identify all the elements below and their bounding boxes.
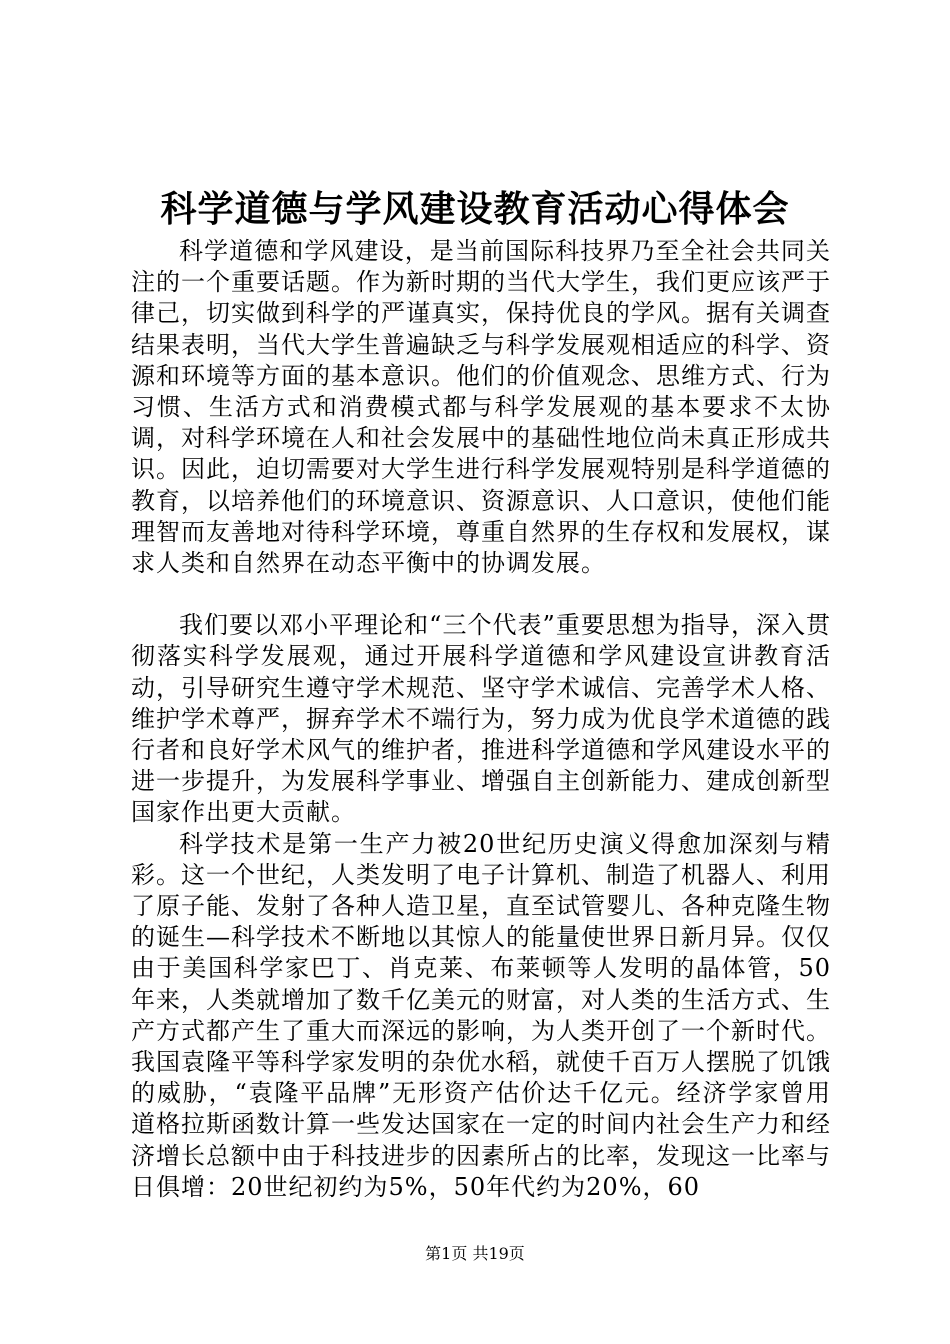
page-number-label: 第1页 共19页 — [425, 1244, 525, 1263]
paragraph-1: 科学道德和学风建设，是当前国际科技界乃至全社会共同关注的一个重要话题。作为新时期的当代大学生，我们更应该严于律己，切实做到科学的严谨真实，保持优良的学风。据有关调查结果表明，当代大学生普遍缺乏与科学发展观相适应的科学、资源和环境等方面的基本意识。他们的价值观念、思维方式、行为习惯、生活方式和消费模式都与科学发展观的基本要求不太协调，对科学环境在人和社会发展中的基础性地位尚未真正形成共识。因此，迫切需要对大学生进行科学发展观特别是科学道德的教育，以培养他们的环境意识、资源意识、人口意识，使他们能理智而友善地对待科学环境，尊重自然界的生存权和发展权，谋求人类和自然界在动态平衡中的协调发展。 — [131, 237, 831, 578]
page-footer — [0, 1244, 950, 1264]
paragraph-2: 我们要以邓小平理论和“三个代表”重要思想为指导，深入贯彻落实科学发展观，通过开展科学道德和学风建设宣讲教育活动，引导研究生遵守学术规范、坚守学术诚信、完善学术人格、维护学术尊严，摒弃学术不端行为，努力成为优良学术道德的践行者和良好学术风气的维护者，推进科学道德和学风建设水平的进一步提升，为发展科学事业、增强自主创新能力、建成创新型国家作出更大贡献。 — [131, 611, 831, 827]
document-title: 科学道德与学风建设教育活动心得体会 — [160, 188, 790, 230]
document-body — [131, 236, 831, 1203]
paragraph-3: 科学技术是第一生产力被20世纪历史演义得愈加深刻与精彩。这一个世纪，人类发明了电子计算机、制造了机器人、利用了原子能、发射了各种人造卫星，直至试管婴儿、各种克隆生物的诞生—科学技术不断地以其惊人的能量使世界日新月异。仅仅由于美国科学家巴丁、肖克莱、布莱顿等人发明的晶体管，50年来，人类就增加了数千亿美元的财富，对人类的生活方式、生产方式都产生了重大而深远的影响，为人类开创了一个新时代。我国袁隆平等科学家发明的杂优水稻，就使千百万人摆脱了饥饿的威胁，“袁隆平品牌”无形资产估价达千亿元。经济学家曾用道格拉斯函数计算一些发达国家在一定的时间内社会生产力和经济增长总额中由于科技进步的因素所占的比率，发现这一比率与日俱增：20世纪初约为5%，50年代约为20%，60 — [131, 829, 831, 1201]
